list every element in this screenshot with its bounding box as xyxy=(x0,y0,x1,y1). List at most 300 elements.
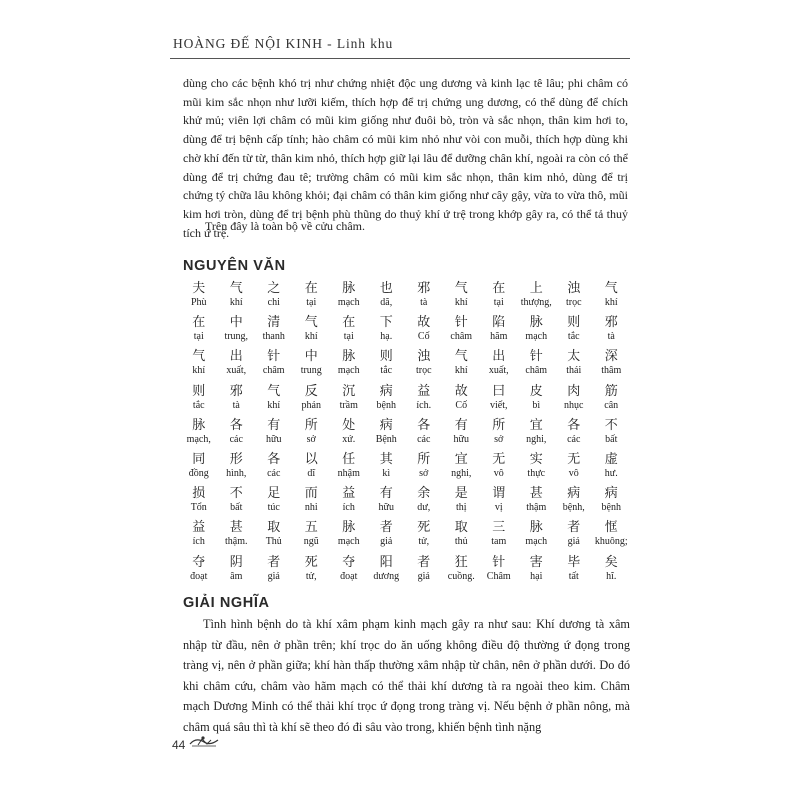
char-cell xyxy=(555,384,593,418)
sino-vietnamese-reading: các xyxy=(417,433,431,445)
sino-vietnamese-reading: Bệnh xyxy=(375,433,397,445)
char-cell xyxy=(443,349,481,383)
classical-text-grid xyxy=(180,281,630,589)
sino-vietnamese-reading: tại xyxy=(306,297,317,308)
han-character: 也 xyxy=(379,281,393,296)
han-character: 之 xyxy=(267,281,281,296)
han-character: 阳 xyxy=(379,554,393,570)
char-cell xyxy=(443,555,481,589)
char-cell xyxy=(218,520,256,554)
sino-vietnamese-reading: trọc xyxy=(565,297,582,308)
han-character: 气 xyxy=(192,349,206,365)
sino-vietnamese-reading: thâm xyxy=(601,365,622,377)
sino-vietnamese-reading: đoạt xyxy=(340,570,358,582)
char-cell xyxy=(180,486,218,520)
han-character: 气 xyxy=(604,281,618,296)
sino-vietnamese-reading: viết, xyxy=(490,399,508,411)
char-cell xyxy=(443,315,481,349)
han-character: 浊 xyxy=(567,281,581,296)
char-cell xyxy=(255,281,293,315)
body-paragraph-2: Trên đây là toàn bộ về cửu châm. xyxy=(205,219,366,233)
han-character: 所 xyxy=(304,417,318,433)
han-character: 狂 xyxy=(454,554,468,570)
char-cell xyxy=(368,315,406,349)
sino-vietnamese-reading: tại xyxy=(193,331,204,343)
han-character: 处 xyxy=(342,417,356,433)
char-cell xyxy=(555,555,593,589)
han-character: 所 xyxy=(492,417,506,433)
char-cell xyxy=(255,520,293,554)
han-character: 脉 xyxy=(342,281,356,296)
char-cell xyxy=(218,418,256,452)
char-cell xyxy=(405,486,443,520)
sino-vietnamese-reading: xuất, xyxy=(226,365,247,377)
sino-vietnamese-reading: thượng, xyxy=(520,297,552,308)
han-character: 恇 xyxy=(604,520,618,536)
han-character: 同 xyxy=(192,451,206,467)
sino-vietnamese-reading: tà xyxy=(232,399,240,411)
char-cell xyxy=(218,349,256,383)
sino-vietnamese-reading: tắc xyxy=(567,331,580,343)
han-character: 者 xyxy=(567,520,581,536)
sino-vietnamese-reading: hữu xyxy=(266,433,282,445)
han-character: 是 xyxy=(454,486,468,502)
char-cell xyxy=(518,452,556,486)
han-character: 谓 xyxy=(492,486,506,502)
sino-vietnamese-reading: tử, xyxy=(305,570,317,582)
char-cell xyxy=(518,384,556,418)
char-cell xyxy=(180,452,218,486)
han-character: 无 xyxy=(492,451,506,467)
char-cell xyxy=(293,555,331,589)
char-cell xyxy=(180,418,218,452)
han-character: 甚 xyxy=(529,486,543,502)
sino-vietnamese-reading: mạch xyxy=(525,331,548,343)
han-character: 在 xyxy=(304,281,318,296)
han-character: 死 xyxy=(304,554,318,570)
han-character: 有 xyxy=(267,417,281,433)
han-character: 所 xyxy=(417,451,431,467)
han-character: 故 xyxy=(454,383,468,399)
sino-vietnamese-reading: châm xyxy=(262,365,285,377)
sino-vietnamese-reading: đồng xyxy=(188,467,209,479)
han-character: 五 xyxy=(304,520,318,536)
han-character: 肉 xyxy=(567,383,581,399)
han-character: 而 xyxy=(304,486,318,502)
han-character: 足 xyxy=(267,486,281,502)
sino-vietnamese-reading: ngũ xyxy=(303,536,319,548)
char-cell xyxy=(480,384,518,418)
han-character: 任 xyxy=(342,451,356,467)
han-character: 反 xyxy=(304,383,318,399)
char-cell xyxy=(180,349,218,383)
sino-vietnamese-reading: cân xyxy=(604,399,619,411)
char-cell xyxy=(593,281,631,315)
sino-vietnamese-reading: bất xyxy=(230,502,243,514)
han-character: 脉 xyxy=(192,417,206,433)
han-character: 虚 xyxy=(604,451,618,467)
sino-vietnamese-reading: khuông; xyxy=(594,536,628,548)
sino-vietnamese-reading: chi xyxy=(267,297,280,308)
sino-vietnamese-reading: thái xyxy=(566,365,582,377)
sino-vietnamese-reading: âm xyxy=(230,570,243,582)
han-character: 故 xyxy=(417,315,431,331)
han-character: 深 xyxy=(604,349,618,365)
han-character: 实 xyxy=(529,451,543,467)
char-cell xyxy=(518,520,556,554)
han-character: 则 xyxy=(379,349,393,365)
char-cell xyxy=(518,555,556,589)
char-cell xyxy=(443,281,481,315)
han-character: 形 xyxy=(229,451,243,467)
sino-vietnamese-reading: hư. xyxy=(604,467,618,479)
char-cell xyxy=(443,486,481,520)
sino-vietnamese-reading: các xyxy=(229,433,243,445)
char-cell xyxy=(555,452,593,486)
sino-vietnamese-reading: dã, xyxy=(380,297,393,308)
han-character: 气 xyxy=(304,315,318,331)
char-cell xyxy=(330,520,368,554)
han-character: 病 xyxy=(379,417,393,433)
char-cell xyxy=(480,486,518,520)
han-character: 脉 xyxy=(342,349,356,365)
han-character: 脉 xyxy=(529,520,543,536)
sino-vietnamese-reading: khí xyxy=(304,331,318,343)
char-cell xyxy=(368,555,406,589)
sino-vietnamese-reading: trầm xyxy=(339,399,358,411)
char-cell xyxy=(518,486,556,520)
sino-vietnamese-reading: thực xyxy=(527,467,546,479)
sino-vietnamese-reading: khí xyxy=(454,365,468,377)
han-character: 各 xyxy=(267,451,281,467)
han-character: 害 xyxy=(529,554,543,570)
sino-vietnamese-reading: tắc xyxy=(380,365,393,377)
sino-vietnamese-reading: trọc xyxy=(415,365,432,377)
sino-vietnamese-reading: Châm xyxy=(486,570,511,582)
sino-vietnamese-reading: hình, xyxy=(226,467,247,479)
han-character: 有 xyxy=(454,417,468,433)
sino-vietnamese-reading: Cố xyxy=(417,331,430,343)
han-character: 邪 xyxy=(229,383,243,399)
han-character: 针 xyxy=(492,554,506,570)
sino-vietnamese-reading: trung xyxy=(300,365,322,377)
han-character: 气 xyxy=(229,281,243,296)
sino-vietnamese-reading: trung, xyxy=(224,331,249,343)
char-cell xyxy=(293,315,331,349)
sino-vietnamese-reading: dư, xyxy=(417,502,431,514)
char-cell xyxy=(443,418,481,452)
han-character: 曰 xyxy=(492,383,506,399)
sino-vietnamese-reading: sở xyxy=(494,433,504,445)
sino-vietnamese-reading: xứ. xyxy=(342,433,356,445)
sino-vietnamese-reading: vô xyxy=(493,467,504,479)
char-cell xyxy=(255,418,293,452)
han-character: 其 xyxy=(379,451,393,467)
char-cell xyxy=(180,520,218,554)
char-cell xyxy=(405,315,443,349)
sino-vietnamese-reading: Tổn xyxy=(190,502,207,514)
sino-vietnamese-reading: tà xyxy=(607,331,615,343)
han-character: 无 xyxy=(567,451,581,467)
sino-vietnamese-reading: nhục xyxy=(564,399,584,411)
han-character: 者 xyxy=(267,554,281,570)
sino-vietnamese-reading: giả xyxy=(567,536,580,548)
sino-vietnamese-reading: ích. xyxy=(416,399,432,411)
han-character: 夺 xyxy=(192,554,206,570)
char-cell xyxy=(405,452,443,486)
han-character: 夺 xyxy=(342,554,356,570)
char-cell xyxy=(180,281,218,315)
han-character: 则 xyxy=(567,315,581,331)
sino-vietnamese-reading: bệnh, xyxy=(562,502,585,514)
book-ornament-icon xyxy=(188,733,222,749)
sino-vietnamese-reading: sở xyxy=(419,467,429,479)
han-character: 益 xyxy=(342,486,356,502)
sino-vietnamese-reading: thị xyxy=(455,502,467,514)
char-cell xyxy=(180,315,218,349)
sino-vietnamese-reading: châm xyxy=(525,365,548,377)
char-cell xyxy=(593,520,631,554)
char-cell xyxy=(255,349,293,383)
char-cell xyxy=(180,555,218,589)
han-character: 益 xyxy=(417,383,431,399)
sino-vietnamese-reading: hạ. xyxy=(380,331,393,343)
han-character: 矣 xyxy=(604,554,618,570)
han-character: 太 xyxy=(567,349,581,365)
char-cell xyxy=(218,452,256,486)
char-cell xyxy=(405,520,443,554)
han-character: 阴 xyxy=(229,554,243,570)
char-cell xyxy=(293,452,331,486)
sino-vietnamese-reading: Thủ xyxy=(265,536,282,548)
char-cell xyxy=(293,486,331,520)
sino-vietnamese-reading: Cố xyxy=(455,399,468,411)
sino-vietnamese-reading: thậm. xyxy=(225,536,248,548)
han-character: 脉 xyxy=(529,315,543,331)
char-cell xyxy=(443,520,481,554)
han-character: 在 xyxy=(342,315,356,331)
han-character: 各 xyxy=(417,417,431,433)
char-cell xyxy=(555,349,593,383)
sino-vietnamese-reading: giả xyxy=(417,570,430,582)
char-cell xyxy=(218,555,256,589)
sino-vietnamese-reading: vô xyxy=(568,467,579,479)
char-cell xyxy=(255,384,293,418)
sino-vietnamese-reading: hại xyxy=(530,570,543,582)
char-cell xyxy=(480,349,518,383)
char-cell xyxy=(218,384,256,418)
sino-vietnamese-reading: khí xyxy=(229,297,243,308)
sino-vietnamese-reading: giả xyxy=(380,536,393,548)
char-cell xyxy=(330,555,368,589)
han-character: 针 xyxy=(529,349,543,365)
han-character: 出 xyxy=(229,349,243,365)
char-cell xyxy=(405,384,443,418)
han-character: 浊 xyxy=(417,349,431,365)
char-cell xyxy=(518,281,556,315)
sino-vietnamese-reading: tất xyxy=(568,570,579,582)
han-character: 各 xyxy=(229,417,243,433)
page-header-title: HOÀNG ĐẾ NỘI KINH - Linh khu xyxy=(173,36,394,51)
char-cell xyxy=(593,349,631,383)
sino-vietnamese-reading: mạch xyxy=(337,536,360,548)
han-character: 针 xyxy=(267,349,281,365)
char-cell xyxy=(593,555,631,589)
char-cell xyxy=(293,349,331,383)
han-character: 宜 xyxy=(454,451,468,467)
sino-vietnamese-reading: xuất, xyxy=(488,365,509,377)
sino-vietnamese-reading: khí xyxy=(454,297,468,308)
sino-vietnamese-reading: bệnh xyxy=(376,399,396,411)
char-cell xyxy=(293,418,331,452)
body-paragraph-1: dùng cho các bệnh khó trị như chứng nhiệt độc ung dương và kinh lạc tê lâu; phi châm có mũi kim sắc nhọn như lưỡi kiếm, thích hợp để trị chứng ung dương, có thể dùng để chích khử mủ; viên lợi châm có mũi kim giống như đuôi bò, tròn và sắc nhọn, thân kim hơi to, dùng để trị bệnh cấp tính; hào châm có mũi kim nhỏ như vòi con muỗi, thích hợp dùng khi chờ khí đến từ từ, thân kim nhỏ, thích hợp giữ lại lâu để dưỡng chân khí, ngoài ra còn có thể dùng để trị chứng đau tê; trường châm có mũi kim sắc nhọn, thân kim nhỏ, dùng để trị chứng tý chữa lâu không khỏi; đại châm có thân kim giống như cây gậy, vừa to vừa thô, mũi kim hơi tròn, dùng để trị bệnh phù thũng do thuỷ khí ứ trệ trong khớp gây ra, có thể tả thuỷ tích ứ trệ. xyxy=(183,76,628,240)
han-character: 上 xyxy=(529,281,543,296)
char-cell xyxy=(555,315,593,349)
char-cell xyxy=(480,281,518,315)
sino-vietnamese-reading: bệnh xyxy=(601,502,621,514)
char-cell xyxy=(593,486,631,520)
han-character: 三 xyxy=(492,520,506,536)
char-cell xyxy=(368,452,406,486)
han-character: 者 xyxy=(379,520,393,536)
sino-vietnamese-reading: châm xyxy=(450,331,473,343)
sino-vietnamese-reading: túc xyxy=(267,502,280,514)
char-cell xyxy=(555,418,593,452)
sino-vietnamese-reading: nghi, xyxy=(526,433,547,445)
han-character: 陷 xyxy=(492,315,506,331)
han-character: 则 xyxy=(192,383,206,399)
sino-vietnamese-reading: hãm xyxy=(490,331,508,343)
sino-vietnamese-reading: mạch xyxy=(525,536,548,548)
char-cell xyxy=(555,486,593,520)
sino-vietnamese-reading: tại xyxy=(493,297,504,308)
char-cell xyxy=(593,418,631,452)
han-character: 病 xyxy=(604,486,618,502)
han-character: 病 xyxy=(379,383,393,399)
han-character: 有 xyxy=(379,486,393,502)
han-character: 出 xyxy=(492,349,506,365)
sino-vietnamese-reading: nghi, xyxy=(451,467,472,479)
han-character: 损 xyxy=(192,486,206,502)
han-character: 邪 xyxy=(417,281,431,296)
sino-vietnamese-reading: phản xyxy=(301,399,321,411)
sino-vietnamese-reading: hữu xyxy=(378,502,394,514)
sino-vietnamese-reading: nhậm xyxy=(337,467,360,479)
char-cell xyxy=(405,349,443,383)
char-cell xyxy=(255,555,293,589)
han-character: 病 xyxy=(567,486,581,502)
han-character: 各 xyxy=(567,417,581,433)
header-divider xyxy=(170,58,630,59)
sino-vietnamese-reading: bì xyxy=(532,399,541,411)
char-cell xyxy=(480,315,518,349)
han-character: 者 xyxy=(417,554,431,570)
page-number: 44 xyxy=(172,738,186,752)
char-cell xyxy=(443,384,481,418)
han-character: 脉 xyxy=(342,520,356,536)
sino-vietnamese-reading: mạch xyxy=(337,297,360,308)
sino-vietnamese-reading: đoạt xyxy=(190,570,208,582)
sino-vietnamese-reading: thủ xyxy=(454,536,468,548)
char-cell xyxy=(293,281,331,315)
char-cell xyxy=(480,418,518,452)
sino-vietnamese-reading: các xyxy=(567,433,581,445)
char-cell xyxy=(518,349,556,383)
han-character: 毕 xyxy=(567,554,581,570)
han-character: 中 xyxy=(229,315,243,331)
char-cell xyxy=(593,384,631,418)
han-character: 取 xyxy=(454,520,468,536)
sino-vietnamese-reading: mạch, xyxy=(186,433,211,445)
char-cell xyxy=(368,349,406,383)
sino-vietnamese-reading: tắc xyxy=(192,399,205,411)
char-cell xyxy=(555,520,593,554)
char-cell xyxy=(330,315,368,349)
char-cell xyxy=(330,384,368,418)
han-character: 死 xyxy=(417,520,431,536)
char-cell xyxy=(368,384,406,418)
han-character: 以 xyxy=(304,451,318,467)
sino-vietnamese-reading: cuồng. xyxy=(447,570,475,582)
char-cell xyxy=(330,418,368,452)
sino-vietnamese-reading: tam xyxy=(491,536,507,548)
char-cell xyxy=(218,315,256,349)
sino-vietnamese-reading: khí xyxy=(604,297,618,308)
sino-vietnamese-reading: tại xyxy=(343,331,354,343)
char-cell xyxy=(555,281,593,315)
han-character: 在 xyxy=(492,281,506,296)
han-character: 夫 xyxy=(192,281,206,296)
char-cell xyxy=(330,452,368,486)
sino-vietnamese-reading: tử, xyxy=(418,536,430,548)
han-character: 清 xyxy=(267,315,281,331)
nguyen-van-heading: NGUYÊN VĂN xyxy=(183,258,286,274)
char-cell xyxy=(593,315,631,349)
sino-vietnamese-reading: khí xyxy=(267,399,281,411)
sino-vietnamese-reading: mạch xyxy=(337,365,360,377)
sino-vietnamese-reading: khí xyxy=(192,365,206,377)
han-character: 取 xyxy=(267,520,281,536)
char-cell xyxy=(480,555,518,589)
giai-nghia-paragraph: Tình hình bệnh do tà khí xâm phạm kinh mạch gây ra như sau: Khí dương tà xâm nhập từ đầu, nên ở phần trên; khí trọc do ăn uống không điều độ thường ứ đọng trong tràng vị, nên ở phần giữa; khí hàn thấp thường xâm nhập từ chân, nên ở phần dưới. Do đó khi châm cứu, châm vào hãm mạch có thể thải khí dương tà ra ngoài theo kim. Châm mạch Dương Minh có thể thải khí trọc ứ đọng trong tràng vị. Nếu bệnh ở phần nông, mà châm quá sâu thì tà khí sẽ theo đó đi sâu vào trong, khiến bệnh tình nặng xyxy=(183,617,630,734)
han-character: 宜 xyxy=(529,417,543,433)
han-character: 皮 xyxy=(529,383,543,399)
char-cell xyxy=(443,452,481,486)
char-cell xyxy=(330,281,368,315)
char-cell xyxy=(405,281,443,315)
char-cell xyxy=(218,486,256,520)
sino-vietnamese-reading: dĩ xyxy=(307,467,316,479)
han-character: 沉 xyxy=(342,383,356,399)
han-character: 针 xyxy=(454,315,468,331)
sino-vietnamese-reading: hĩ. xyxy=(606,570,617,582)
char-cell xyxy=(255,486,293,520)
char-cell xyxy=(255,315,293,349)
char-cell xyxy=(180,384,218,418)
sino-vietnamese-reading: giả xyxy=(267,570,280,582)
sino-vietnamese-reading: kì xyxy=(382,467,391,479)
han-character: 筋 xyxy=(604,383,618,399)
han-character: 气 xyxy=(454,281,468,296)
sino-vietnamese-reading: các xyxy=(267,467,281,479)
char-cell xyxy=(330,349,368,383)
char-cell xyxy=(368,418,406,452)
char-cell xyxy=(368,520,406,554)
char-cell xyxy=(518,315,556,349)
sino-vietnamese-reading: hữu xyxy=(453,433,469,445)
sino-vietnamese-reading: tà xyxy=(420,297,428,308)
han-character: 中 xyxy=(304,349,318,365)
